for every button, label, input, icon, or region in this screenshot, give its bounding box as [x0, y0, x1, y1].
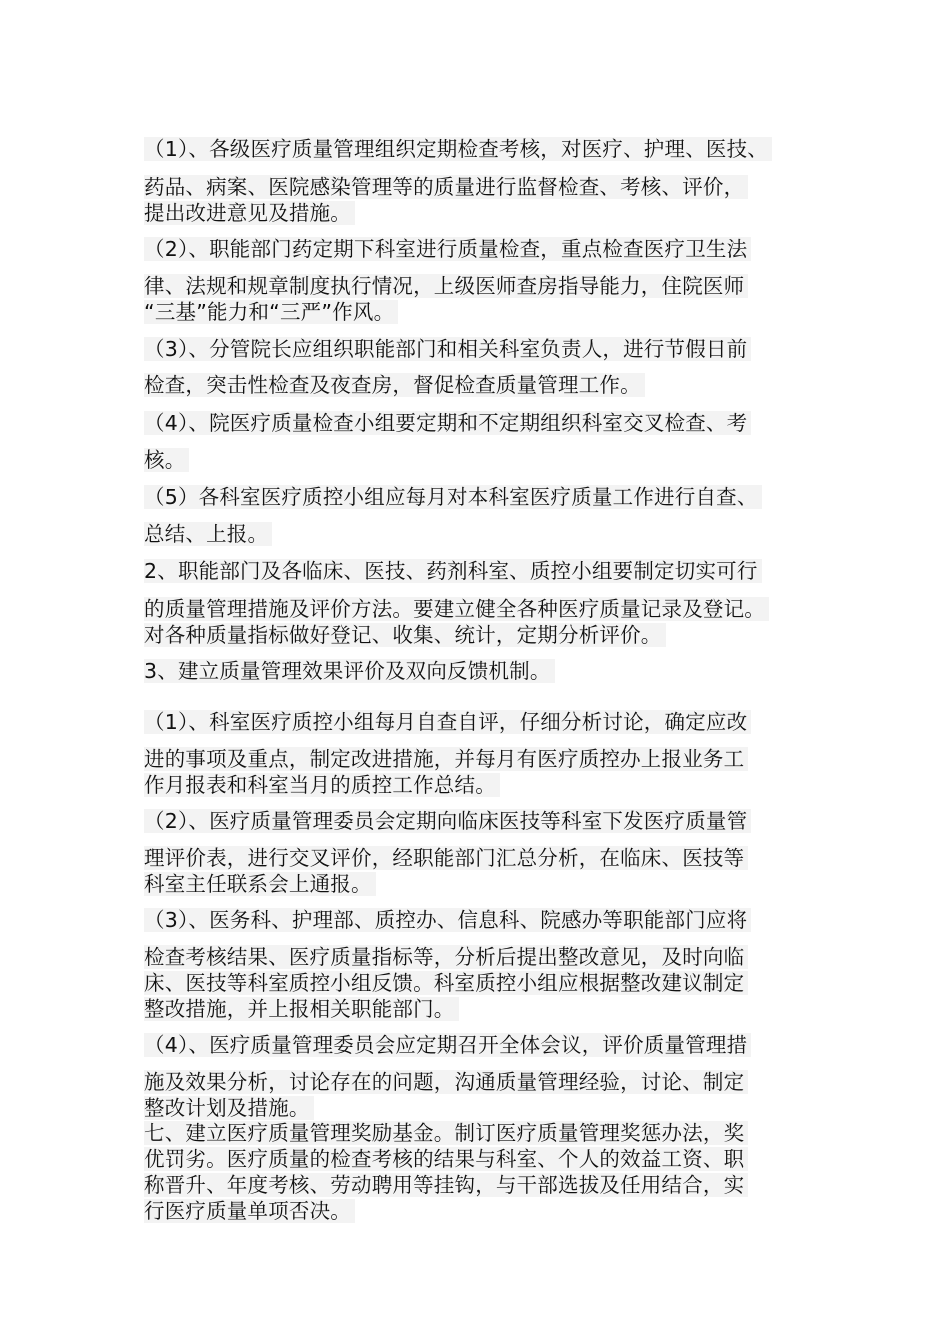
text-line: 3、建立质量管理效果评价及双向反馈机制。	[144, 658, 555, 684]
text-line: （2）、职能部门药定期下科室进行质量检查，重点检查医疗卫生法	[144, 236, 751, 262]
text-line: 施及效果分析，讨论存在的问题，沟通质量管理经验，讨论、制定	[144, 1069, 748, 1095]
text-line: （4）、医疗质量管理委员会应定期召开全体会议，评价质量管理措	[144, 1032, 751, 1058]
text-line: 行医疗质量单项否决。	[144, 1198, 355, 1224]
text-line: 科室主任联系会上通报。	[144, 871, 376, 897]
text-line: （1）、科室医疗质控小组每月自查自评，仔细分析讨论，确定应改	[144, 709, 751, 735]
text-line: 总结、上报。	[144, 521, 272, 547]
text-line: 整改计划及措施。	[144, 1095, 314, 1121]
text-line: 检查，突击性检查及夜查房，督促检查质量管理工作。	[144, 372, 645, 398]
text-line: 进的事项及重点，制定改进措施，并每月有医疗质控办上报业务工	[144, 746, 748, 772]
text-line: （1）、各级医疗质量管理组织定期检查考核，对医疗、护理、医技、	[144, 136, 772, 162]
text-line: 提出改进意见及措施。	[144, 200, 355, 226]
text-line: （3）、医务科、护理部、质控办、信息科、院感办等职能部门应将	[144, 907, 751, 933]
text-line: 的质量管理措施及评价方法。要建立健全各种医疗质量记录及登记。	[144, 596, 769, 622]
text-line: 律、法规和规章制度执行情况，上级医师查房指导能力，住院医师	[144, 273, 748, 299]
text-line: （3）、分管院长应组织职能部门和相关科室负责人，进行节假日前	[144, 336, 751, 362]
text-line: 对各种质量指标做好登记、收集、统计，定期分析评价。	[144, 622, 666, 648]
text-line: 优罚劣。医疗质量的检查考核的结果与科室、个人的效益工资、职	[144, 1146, 748, 1172]
text-line: 整改措施，并上报相关职能部门。	[144, 996, 459, 1022]
text-line: 作月报表和科室当月的质控工作总结。	[144, 772, 500, 798]
text-line: 称晋升、年度考核、劳动聘用等挂钩，与干部选拔及任用结合，实	[144, 1172, 748, 1198]
text-line: （5）各科室医疗质控小组应每月对本科室医疗质量工作进行自查、	[144, 484, 762, 510]
text-line: 药品、病案、医院感染管理等的质量进行监督检查、考核、评价，	[144, 174, 748, 200]
text-line: 检查考核结果、医疗质量指标等，分析后提出整改意见，及时向临	[144, 944, 748, 970]
text-line: 七、建立医疗质量管理奖励基金。制订医疗质量管理奖惩办法，奖	[144, 1120, 748, 1146]
text-line: （2）、医疗质量管理委员会定期向临床医技等科室下发医疗质量管	[144, 808, 751, 834]
text-line: （4）、院医疗质量检查小组要定期和不定期组织科室交叉检查、考	[144, 410, 751, 436]
text-line: 2、职能部门及各临床、医技、药剂科室、质控小组要制定切实可行	[144, 558, 762, 584]
text-line: 床、医技等科室质控小组反馈。科室质控小组应根据整改建议制定	[144, 970, 748, 996]
text-line: “三基”能力和“三严”作风。	[144, 299, 398, 325]
text-line: 核。	[144, 447, 189, 473]
text-line: 理评价表，进行交叉评价，经职能部门汇总分析，在临床、医技等	[144, 845, 748, 871]
